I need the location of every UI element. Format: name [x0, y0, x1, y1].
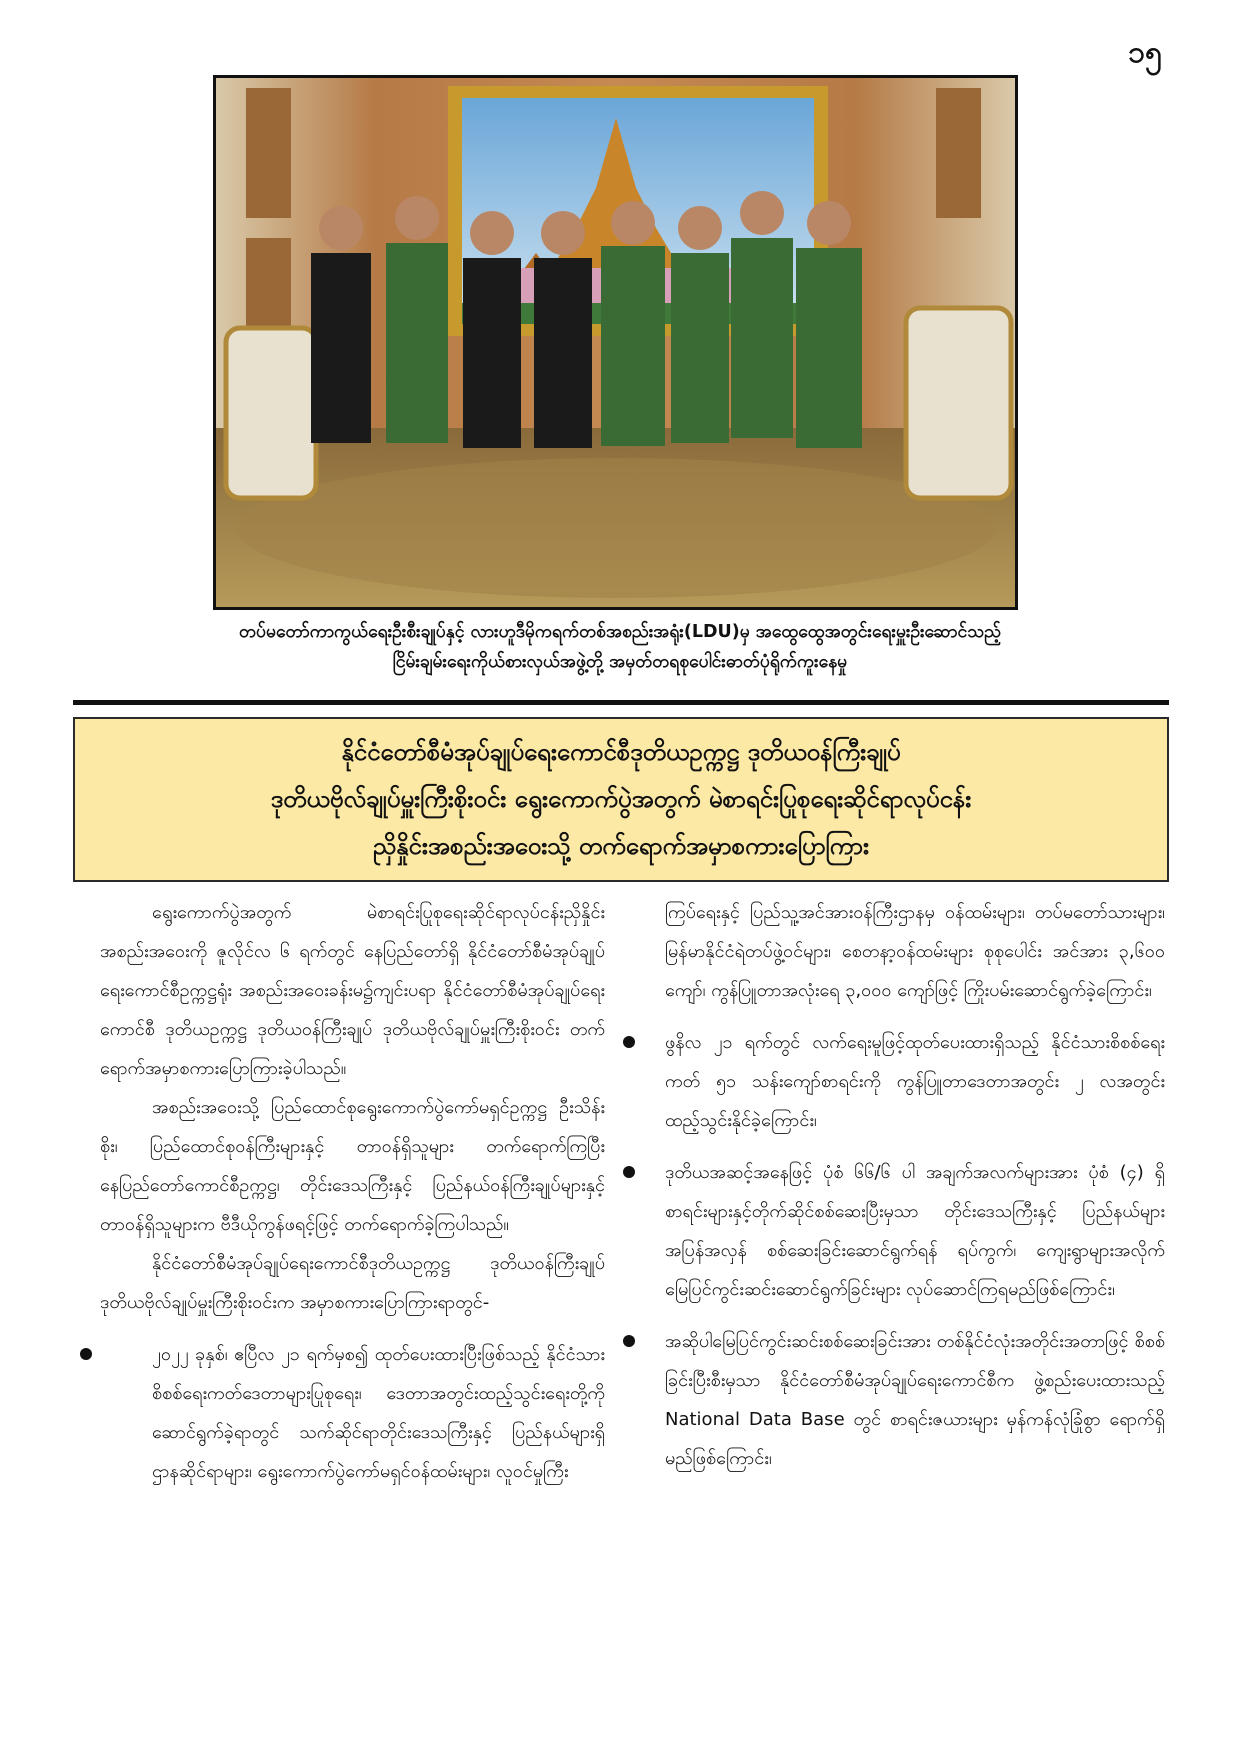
photo-caption	[110, 617, 1130, 677]
group-photo	[213, 75, 1018, 610]
right-bullet-2: ဒုတိယအဆင့်အနေဖြင့် ပုံစံ ၆၆/၆ ပါ အချက်အလက်များအား ပုံစံ (၄) ရှိ စာရင်းများနှင့်တိုက်ဆိုင်စစ်ဆေးပြီးမှသာ တိုင်းဒေသကြီးနှင့် ပြည်နယ်များ အပြန်အလှန် စစ်ဆေးခြင်းဆောင်ရွက်ရန် ရပ်ကွက်၊ ကျေးရွာများအလိုက် မြေပြင်ကွင်းဆင်းဆောင်ရွက်ခြင်းများ လုပ်ဆောင်ကြရမည်ဖြစ်ကြောင်း၊	[665, 1162, 1165, 1300]
left-paragraph-1: ရွေးကောက်ပွဲအတွက် မဲစာရင်းပြုစုရေးဆိုင်ရာလုပ်ငန်းညှိနှိုင်းအစည်းအဝေးကို ဇူလိုင်လ ၆ ရက်တွင် နေပြည်တော်ရှိ နိုင်ငံတော်စီမံအုပ်ချုပ်ရေးကောင်စီဥက္ကဋ္ဌရုံး အစည်းအဝေးခန်းမ၌ကျင်းပရာ နိုင်ငံတော်စီမံအုပ်ချုပ်ရေးကောင်စီ ဒုတိယဥက္ကဋ္ဌ ဒုတိယဝန်ကြီးချုပ် ဒုတိယဗိုလ်ချုပ်မှူးကြီးစိုးဝင်း တက်ရောက်အမှာစကားပြောကြားခဲ့ပါသည်။	[100, 902, 605, 1079]
headline-line-2: ဒုတိယဗိုလ်ချုပ်မှူးကြီးစိုးဝင်း ရွေးကောက်ပွဲအတွက် မဲစာရင်းပြုစုရေးဆိုင်ရာလုပ်ငန်း	[270, 785, 972, 813]
left-paragraph-2: အစည်းအဝေးသို့ ပြည်ထောင်စုရွေးကောက်ပွဲကော်မရှင်ဥက္ကဋ္ဌ ဦးသိန်းစိုး၊ ပြည်ထောင်စုဝန်ကြီးများနှင့် တာဝန်ရှိသူများ တက်ရောက်ကြပြီး နေပြည်တော်ကောင်စီဥက္ကဋ္ဌ၊ တိုင်းဒေသကြီးနှင့် ပြည်နယ်ဝန်ကြီးချုပ်များနှင့် တာဝန်ရှိသူများက ဗီဒီယိုကွန်ဖရင့်ဖြင့် တက်ရောက်ခဲ့ကြပါသည်။	[100, 1097, 605, 1235]
headline-box	[73, 717, 1169, 882]
bullet-icon	[80, 1348, 92, 1360]
bullet-icon	[623, 1036, 635, 1048]
caption-line-2: ငြိမ်းချမ်းရေးကိုယ်စားလှယ်အဖွဲ့တို့ အမှတ်တရစုပေါင်းဓာတ်ပုံရိုက်ကူးနေမှု	[392, 652, 848, 672]
headline-line-1: နိုင်ငံတော်စီမံအုပ်ချုပ်ရေးကောင်စီဒုတိယဥက္ကဋ္ဌ ဒုတိယဝန်ကြီးချုပ်	[341, 738, 901, 766]
list-item	[100, 1335, 605, 1491]
headline-line-3: ညှိနှိုင်းအစည်းအဝေးသို့ တက်ရောက်အမှာစကားပြောကြား	[372, 832, 870, 860]
right-bullet-1: ဖွနိလ ၂၁ ရက်တွင် လက်ရေးမူဖြင့်ထုတ်ပေးထားရှိသည့် နိုင်ငံသားစိစစ်ရေးကတ် ၅၁ သန်းကျော်စာရင်းကို ကွန်ပြူတာဒေတာအတွင်း ၂ လအတွင်း ထည့်သွင်းနိုင်ခဲ့ကြောင်း၊	[665, 1032, 1165, 1131]
list-item	[665, 1023, 1165, 1140]
page-number: ၁၅	[1128, 35, 1162, 70]
bullet-icon	[623, 1335, 635, 1347]
section-divider	[73, 700, 1169, 705]
right-bullet-3: အဆိုပါမြေပြင်ကွင်းဆင်းစစ်ဆေးခြင်းအား တစ်နိုင်ငံလုံးအတိုင်းအတာဖြင့် စိစစ်ခြင်းပြီးစီးမှသာ နိုင်ငံတော်စီမံအုပ်ချုပ်ရေးကောင်စီက ဖွဲ့စည်းပေးထားသည့် National Data Base တွင် စာရင်းဇယားများ မှန်ကန်လုံခြုံစွာ ရောက်ရှိမည်ဖြစ်ကြောင်း၊	[665, 1331, 1165, 1469]
bullet-icon	[623, 1166, 635, 1178]
left-bullet-1: ၂၀၂၂ ခုနှစ်၊ ဧပြီလ ၂၁ ရက်မှစ၍ ထုတ်ပေးထားပြီးဖြစ်သည့် နိုင်ငံသားစိစစ်ရေးကတ်ဒေတာများပြုစုရေး၊ ဒေတာအတွင်းထည့်သွင်းရေးတို့ကို ဆောင်ရွက်ခဲ့ရာတွင် သက်ဆိုင်ရာတိုင်းဒေသကြီးနှင့် ပြည်နယ်များရှိ ဌာနဆိုင်ရာများ၊ ရွေးကောက်ပွဲကော်မရှင်ဝန်ထမ်းများ၊ လူဝင်မှုကြီး	[152, 1344, 605, 1482]
caption-line-1: တပ်မတော်ကာကွယ်ရေးဦးစီးချုပ်နှင့် လားဟူဒီမိုကရက်တစ်အစည်းအရုံး(LDU)မှ အထွေထွေအတွင်းရေးမှူးဦးဆောင်သည့်	[238, 622, 1002, 642]
list-item	[665, 1153, 1165, 1309]
left-column	[100, 893, 605, 1491]
list-item	[665, 1322, 1165, 1478]
group-photo-icon	[216, 78, 1015, 607]
right-column	[665, 893, 1165, 1478]
right-paragraph-1: ကြပ်ရေးနှင့် ပြည်သူ့အင်အားဝန်ကြီးဌာနမှ ဝန်ထမ်းများ၊ တပ်မတော်သားများ၊ မြန်မာနိုင်ငံရဲတပ်ဖွဲ့ဝင်များ၊ စေတနာ့ဝန်ထမ်းများ စုစုပေါင်း အင်အား ၃,၆၀၀ ကျော်၊ ကွန်ပြူတာအလုံးရေ ၃,၀၀၀ ကျော်ဖြင့် ကြိုးပမ်းဆောင်ရွက်ခဲ့ကြောင်း၊	[665, 902, 1165, 1001]
left-paragraph-3: နိုင်ငံတော်စီမံအုပ်ချုပ်ရေးကောင်စီဒုတိယဥက္ကဋ္ဌ ဒုတိယဝန်ကြီးချုပ် ဒုတိယဗိုလ်ချုပ်မှူးကြီးစိုးဝင်းက အမှာစကားပြောကြားရာတွင်-	[100, 1253, 605, 1313]
